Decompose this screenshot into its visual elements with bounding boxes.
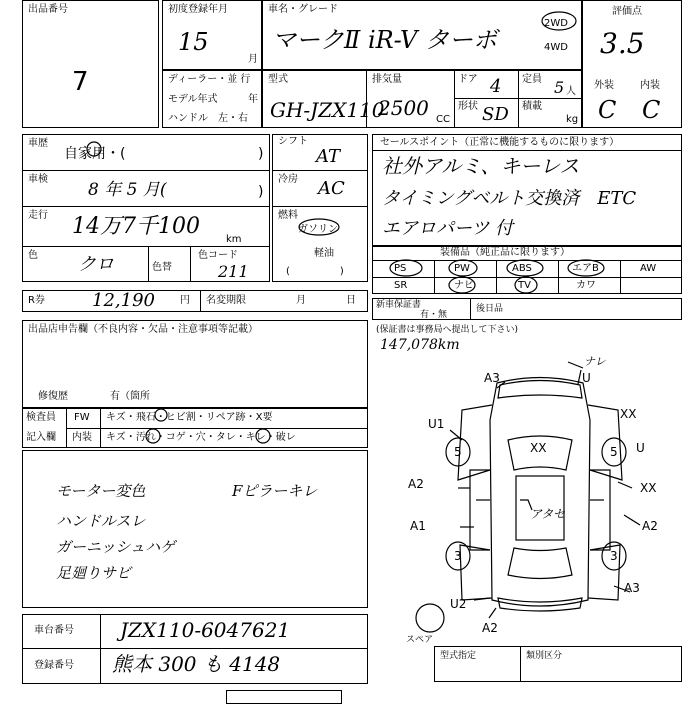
color-value: クロ [78, 254, 114, 275]
sales-line-1: 社外アルミ、キーレス [382, 154, 580, 178]
dmg-xx-c: XX [640, 481, 657, 495]
warranty-options: 有・無 [420, 310, 448, 320]
shaken-label: 車検 [28, 174, 48, 185]
history-label: 車歴 [28, 138, 48, 149]
km-unit: km [226, 234, 242, 245]
shift-label: シフト [278, 136, 308, 147]
tire-rl-label: 3 [454, 549, 462, 563]
name-change-month: 月 [296, 295, 306, 306]
right-door-line [590, 470, 610, 550]
note-right: Fピラーキレ [232, 482, 318, 500]
type-value: GH-JZX110 [270, 98, 385, 122]
dmg-u1: U1 [428, 417, 445, 431]
equipment-label: 装備品（純正品に限ります） [440, 247, 570, 258]
dmg-xx-a: XX [620, 407, 637, 421]
lot-label: 出品番号 [28, 4, 68, 15]
rear-bumper [498, 598, 582, 611]
note-2: ハンドルスレ [56, 512, 146, 530]
spare-tire [416, 604, 444, 632]
tire-fr-label: 5 [610, 445, 618, 459]
mileage-value: 14万7千100 [72, 214, 200, 239]
handle-label: ハンドル 左・右 [168, 113, 248, 124]
repair-value: 有（箇所 [110, 391, 150, 402]
equip-aw: AW [640, 263, 657, 274]
r-value: 12,190 [92, 290, 155, 311]
tire-fl-label: 5 [454, 445, 462, 459]
displacement-value: 2500 [378, 96, 429, 120]
sag-circle [256, 429, 270, 443]
model-year-label: モデル年式 [168, 94, 218, 105]
ac-value: AC [318, 178, 345, 199]
chip-circle [155, 409, 167, 421]
fw-label: FW [74, 412, 90, 423]
int-items: キズ・汚れ・コゲ・穴・タレ・キレ・破レ [106, 432, 296, 443]
int-label: 内装 [72, 432, 92, 443]
dmg-extra: ナレ [584, 355, 606, 368]
equip-ps: PS [394, 263, 407, 274]
ps-circle [390, 260, 422, 276]
shape-value: SD [482, 104, 509, 125]
navi-circle [449, 277, 475, 293]
auction-sheet: 出品番号 7 初度登録年月 15 月 車名・グレード マークⅡ iR-V ターボ 2WD 4WD 評価点 3.5 外装 内装 C C ディーラー・並 行 モデル年式 年 ハンドル 左・右 型式 GH-JZX110 排気量 2500 CC ドア 4 定員 5 人 形状 SD 積載 kg 車歴 自家用・( ) 車検 8 年 5 月( ) 走行 14万7千100 km 色 クロ 色替 色コード 211 シフト AT 冷房 AC 燃料 ガソリン 軽油 ( ) R券 12,190 円 名変期限 月 日 セールスポイント（正常に機能するものに限ります） 社外アルミ、キーレス タイミングベルト交換済 ETC エアロパーツ 付 装備品（純正品に限ります） PS PW ABS エアB AW SR ナビ TV カワ 新車保証書 有・無 後日品 (保証書は事務局へ提出して下さい) 147,078km 出品店申告欄（不良内容・欠品・注意事項等記載） 修復歴 有（箇所 検査員 記入欄 FW キズ・飛石・ヒビ割・リペア跡・X要 内装 キズ・汚れ・コゲ・穴・タレ・キレ・破レ モーター変色 ハンドルスレ ガーニッシュハゲ 足廻りサビ Fピラーキレ 車台番号 JZX110-6047621 登録番号 熊本 300 も 4148 型式指定 類別区分 A3 U ナレ U1 U XX XX XX A2 A1 A2 A3 U2 A2 アタセ 5 5 3 3 スペア [0, 0, 700, 700]
sales-line-2: タイミングベルト交換済 ETC [382, 188, 637, 209]
pw-circle [449, 260, 477, 276]
interior-label: 内装 [640, 80, 660, 91]
dmg-a2-left: A2 [408, 477, 424, 491]
first-reg-label: 初度登録年月 [168, 4, 228, 15]
shift-value: AT [316, 146, 341, 167]
name-change-label: 名変期限 [206, 295, 246, 306]
dmg-a1-left: A1 [410, 519, 426, 533]
sales-line-3: エアロパーツ 付 [382, 218, 514, 239]
note-4: 足廻りサビ [56, 564, 132, 582]
drive-2wd: 2WD [544, 18, 568, 29]
type-spec-label: 型式指定 [440, 651, 477, 661]
dmg-u2: U2 [450, 597, 467, 611]
drive-4wd: 4WD [544, 42, 568, 53]
first-reg-year: 15 [178, 28, 209, 56]
private-circle [87, 142, 101, 156]
type-label: 型式 [268, 74, 288, 85]
interior-grade: C [642, 96, 661, 124]
dmg-u-right: U [636, 441, 645, 455]
note-3: ガーニッシュハゲ [56, 538, 176, 556]
load-label: 積載 [522, 101, 542, 112]
gasoline-circle [299, 219, 339, 235]
car-body-outline [490, 378, 590, 607]
car-name-value: マークⅡ iR-V ターボ [272, 26, 498, 54]
equip-leather: カワ [576, 280, 596, 291]
category-label: 類別区分 [526, 651, 563, 661]
fuel-diesel: 軽油 [314, 248, 334, 259]
name-change-day: 日 [346, 295, 356, 306]
equip-pw: PW [454, 263, 470, 274]
sales-label: セールスポイント（正常に機能するものに限ります） [380, 137, 620, 148]
car-name-label: 車名・グレード [268, 4, 338, 15]
exterior-label: 外装 [594, 80, 614, 91]
doors-value: 4 [490, 76, 502, 97]
abs-circle [507, 260, 543, 276]
left-rear-fender [460, 545, 492, 600]
history-value: 自家用・( [64, 146, 126, 162]
color-code-value: 211 [218, 262, 249, 281]
equip-navi: ナビ [454, 280, 474, 291]
tire-rr-label: 3 [610, 549, 618, 563]
dmg-a3-top: A3 [484, 371, 500, 385]
airbag-circle [568, 260, 604, 276]
color-code-label: 色コード [198, 250, 238, 261]
fw-items: キズ・飛石・ヒビ割・リペア跡・X要 [106, 412, 273, 423]
warranty-label: 新車保証書 [376, 300, 422, 310]
mileage-label: 走行 [28, 210, 48, 221]
person-unit: 人 [566, 86, 576, 97]
score-label: 評価点 [612, 6, 642, 17]
cc-unit: CC [436, 114, 450, 125]
tv-circle [515, 277, 537, 293]
stain-circle [146, 429, 160, 443]
backside-label: 後日品 [476, 304, 504, 314]
fuel-gasoline: ガソリン [298, 224, 338, 235]
reg-value: 熊本 300 も 4148 [112, 652, 281, 676]
note-1: モーター変色 [56, 482, 146, 500]
doors-label: ドア [458, 74, 478, 85]
rear-window [508, 548, 572, 579]
recolor-label: 色替 [152, 262, 172, 273]
dmg-xx-b: XX [530, 441, 547, 455]
left-door-line [470, 470, 490, 550]
fuel-label: 燃料 [278, 210, 298, 221]
warranty-memo: 147,078km [380, 337, 460, 353]
dmg-a2-right: A2 [642, 519, 658, 533]
equip-airbag: エアB [572, 263, 599, 274]
color-label: 色 [28, 250, 38, 261]
dmg-center: アタセ [530, 507, 566, 521]
drive-circle [542, 12, 576, 30]
exterior-grade: C [598, 96, 617, 124]
chassis-label: 車台番号 [34, 625, 74, 636]
declaration-label: 出品店申告欄（不良内容・欠品・注意事項等記載） [28, 324, 258, 335]
chassis-value: JZX110-6047621 [120, 618, 291, 642]
capacity-label: 定員 [522, 74, 542, 85]
dmg-a2-bottom: A2 [482, 621, 498, 635]
equip-tv: TV [518, 280, 531, 291]
repair-label: 修復歴 [38, 391, 68, 402]
r-label: R券 [28, 295, 45, 306]
lot-number: 7 [72, 67, 89, 97]
equip-sr: SR [394, 280, 408, 291]
warranty-note: (保証書は事務局へ提出して下さい) [376, 325, 519, 335]
front-bumper [498, 381, 582, 399]
displacement-label: 排気量 [372, 74, 402, 85]
yen-unit: 円 [180, 295, 190, 306]
shaken-value: 8 年 5 月( [88, 180, 167, 200]
entry-label: 記入欄 [26, 432, 56, 443]
kg-unit: kg [566, 114, 579, 125]
left-fender [458, 405, 492, 480]
spare-label: スペア [406, 635, 434, 645]
inspector-label: 検査員 [26, 412, 56, 423]
shape-label: 形状 [458, 101, 478, 112]
score-value: 3.5 [600, 27, 645, 60]
ac-label: 冷房 [278, 174, 298, 185]
capacity-value: 5 [554, 78, 565, 97]
model-year-unit: 年 [248, 94, 258, 105]
equip-abs: ABS [512, 263, 532, 274]
month-unit: 月 [248, 54, 258, 65]
dmg-a3-right: A3 [624, 581, 640, 595]
dealer-label: ディーラー・並 行 [168, 74, 251, 85]
dmg-u-top: U [582, 371, 591, 385]
reg-label: 登録番号 [34, 660, 74, 671]
